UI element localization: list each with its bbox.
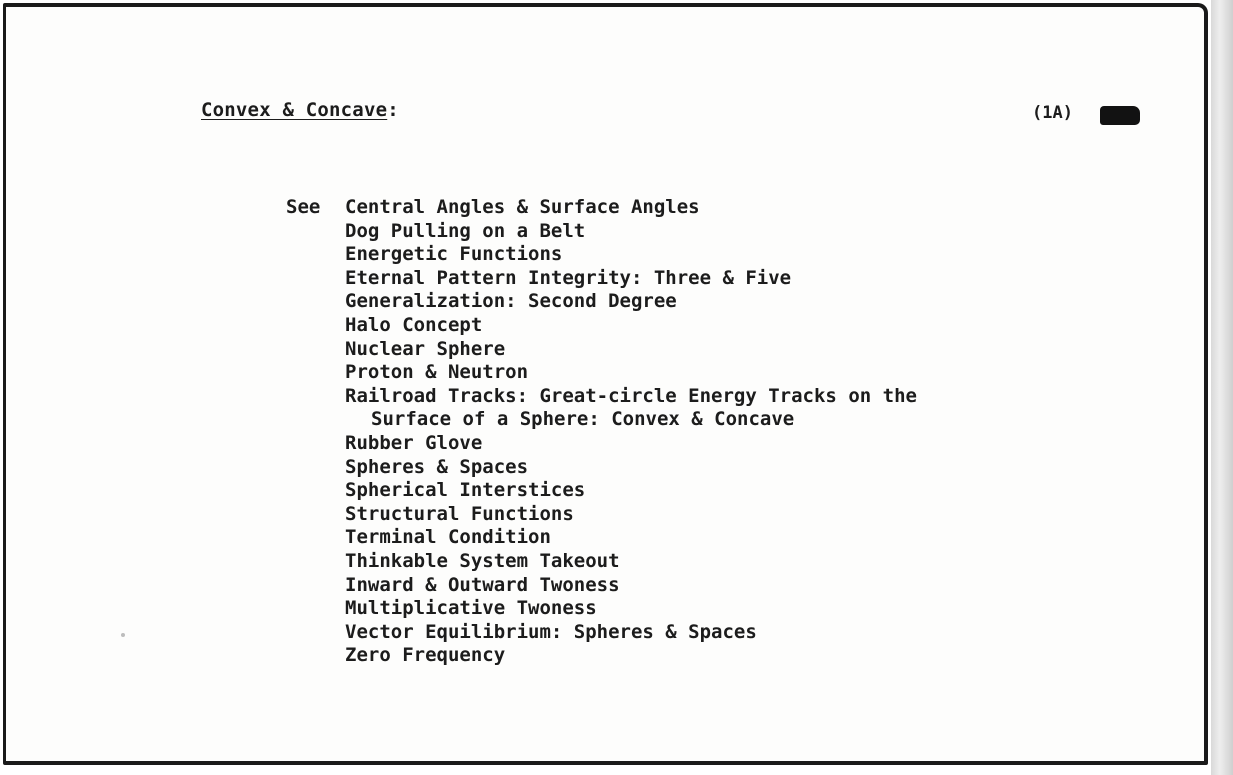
list-item: Generalization: Second Degree [345,290,677,313]
black-tab-marker [1100,106,1140,125]
card-title-text: Convex & Concave [201,99,388,121]
list-item: Rubber Glove [345,431,483,454]
page-edge-shadow [1211,0,1233,775]
card-title [201,99,399,121]
list-item: Dog Pulling on a Belt [345,219,586,242]
list-item: Spheres & Spaces [345,455,529,478]
list-item-continuation: Surface of a Sphere: Convex & Concave [371,408,795,431]
list-item: Spherical Interstices [345,479,586,502]
card-code: (1A) [1032,103,1073,123]
list-item: Railroad Tracks: Great-circle Energy Tracks on the [345,384,917,407]
list-item: Inward & Outward Twoness [345,573,620,596]
list-item: Vector Equilibrium: Spheres & Spaces [345,620,757,643]
list-item: Structural Functions [345,502,574,525]
list-item: Central Angles & Surface Angles [345,196,700,218]
cross-reference-list [345,196,917,668]
list-item: Thinkable System Takeout [345,549,620,572]
list-item: Eternal Pattern Integrity: Three & Five [345,266,792,289]
list-item: Nuclear Sphere [345,337,506,360]
see-label: See [286,196,321,218]
card-title-colon: : [387,99,399,121]
paper-speck [121,633,125,637]
list-item: Multiplicative Twoness [345,597,597,620]
list-item: Zero Frequency [345,644,506,667]
list-item: Halo Concept [345,313,483,336]
list-item: Proton & Neutron [345,361,529,384]
list-item: Terminal Condition [345,526,551,549]
list-item: Energetic Functions [345,243,563,266]
